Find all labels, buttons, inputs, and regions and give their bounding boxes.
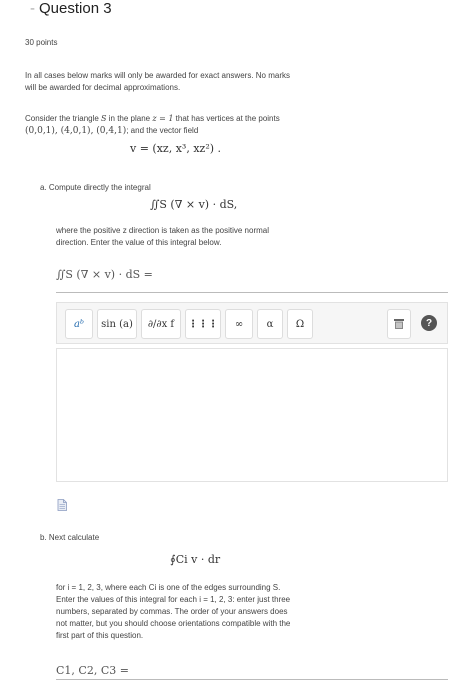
question-header [30,0,112,17]
file-icon-svg [57,499,67,511]
part-b-line-2: Enter the values of this integral for each i = 1, 2, 3: enter just three [56,595,291,604]
power-button[interactable]: aᵇ [65,309,93,339]
setup-text: in the plane [106,114,153,123]
part-a-answer-line [56,292,448,293]
points-label: 30 points [25,38,58,47]
math-toolbar [56,302,448,344]
alpha-button[interactable]: α [257,309,283,339]
part-b-line-4: not matter, but you should choose orientations compatible with the [56,619,291,628]
clear-button[interactable] [387,309,411,339]
answer-editor[interactable] [56,348,448,482]
setup-text: ; and the vector field [126,126,199,135]
part-a-desc-1: where the positive z direction is taken as the positive normal [56,226,269,235]
setup-text: that has vertices at the points [173,114,280,123]
question-title: Question 3 [39,0,112,17]
trash-icon [393,318,405,330]
part-b-answer-line[interactable] [56,679,448,680]
part-b-line-5: first part of this question. [56,631,144,640]
part-b-label: b. Next calculate [40,533,100,542]
collapse-icon[interactable]: - [30,0,35,17]
setup-line-2 [25,125,198,137]
instructions-line-1: In all cases below marks will only be awarded for exact answers. No marks [25,71,290,80]
part-a-integral: ∬S (∇ × v) · dS, [150,198,238,211]
part-b-answer-label: C1, C2, C3 = [56,664,129,677]
vertex-points: (0,0,1), (4,0,1), (0,4,1) [25,126,127,136]
setup-line-1 [25,113,280,125]
infinity-button[interactable]: ∞ [225,309,253,339]
part-a-desc-2: direction. Enter the value of this integral below. [56,238,222,247]
help-icon[interactable]: ? [421,315,437,331]
file-icon[interactable] [57,498,67,516]
part-a-answer-label: ∬S (∇ × v) · dS = [56,268,153,281]
surface-symbol: S [101,114,107,123]
plane-equation: z = 1 [152,114,174,123]
instructions-line-2: will be awarded for decimal approximations. [25,83,181,92]
omega-button[interactable]: Ω [287,309,313,339]
part-a-label: a. Compute directly the integral [40,183,151,192]
part-b-line-3: numbers, separated by commas. The order of your answers does [56,607,288,616]
setup-text: Consider the triangle [25,114,102,123]
vector-field: v = (xz, x³, xz²) . [130,142,222,155]
partial-derivative-button[interactable]: ∂/∂x f [141,309,181,339]
sin-button[interactable]: sin (a) [97,309,137,339]
part-b-integral: ∮Ci v · dr [170,553,221,566]
part-b-line-1: for i = 1, 2, 3, where each Ci is one of the edges surrounding S. [56,583,281,592]
matrix-button[interactable]: ⋮⋮⋮ [185,309,221,339]
